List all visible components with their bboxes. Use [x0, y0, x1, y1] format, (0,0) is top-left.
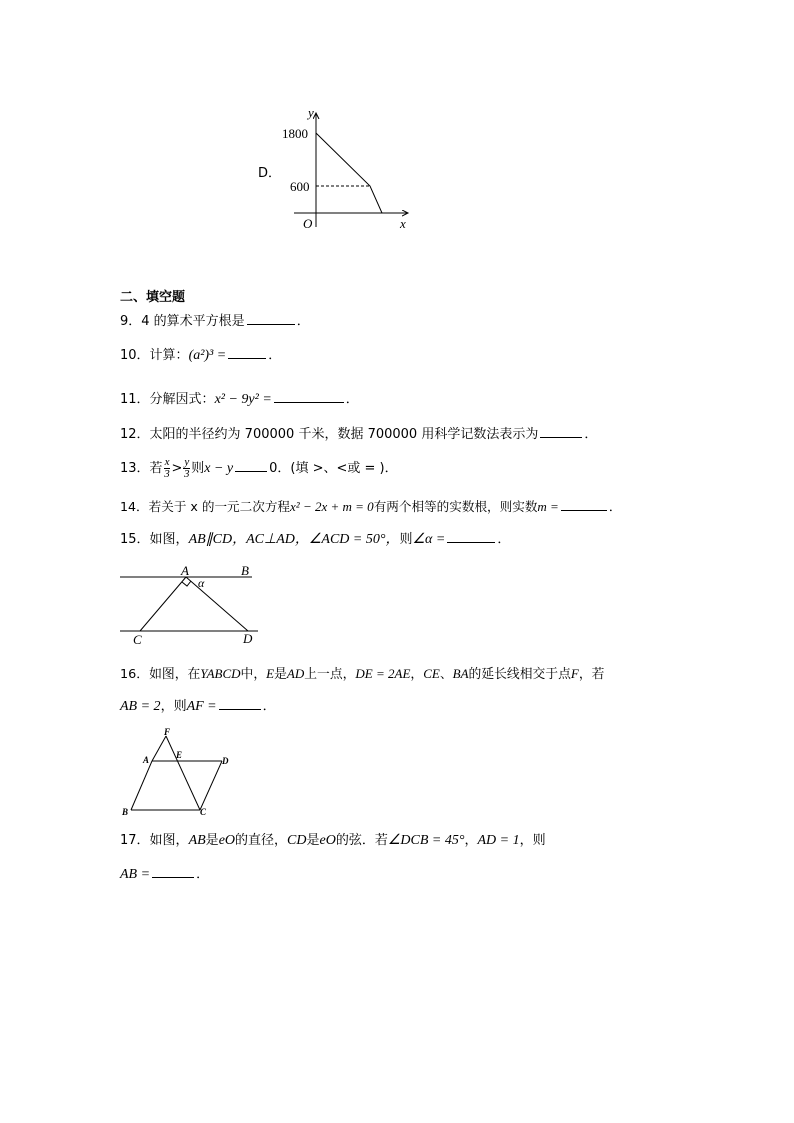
question-17-line2: AB = ．	[120, 867, 210, 882]
answer-blank	[228, 346, 266, 359]
label-F: F	[164, 727, 171, 737]
label-alpha: α	[198, 576, 205, 590]
answer-blank	[274, 390, 344, 403]
figure-15	[116, 562, 266, 646]
fraction-y-3: $\frac{y}{3}$	[184, 456, 190, 480]
graph-line	[316, 133, 382, 213]
question-12: 12．太阳的半径约为 700000 千米，数据 700000 用科学记数法表示为 ．	[120, 427, 598, 442]
fraction-x-3: $\frac{x}{3}$	[164, 456, 170, 480]
label-A: A	[143, 755, 150, 765]
label-D: D	[243, 631, 253, 646]
question-15: 15．如图，AB∥CD，AC⊥AD，∠ACD = 50°，则∠α = ．	[120, 532, 511, 547]
label-C: C	[200, 807, 207, 817]
tick-600: 600	[290, 179, 310, 194]
answer-blank	[247, 312, 295, 325]
answer-blank	[235, 459, 267, 472]
y-axis-label: y	[308, 105, 314, 120]
question-10: 10．计算：(a²)³ = ．	[120, 348, 282, 363]
answer-blank	[152, 865, 194, 878]
origin-label: O	[303, 216, 313, 231]
question-13: 13．若 $\frac{x}{3}$ > $\frac{y}{3}$ 则x − y 0．(填 >、<或 = )．	[120, 456, 398, 480]
question-16: 16．如图，在YABCD中，E是AD上一点，DE = 2AE，CE、BA的延长线相交于点F，若	[120, 666, 605, 682]
label-B: B	[241, 563, 249, 578]
tick-1800: 1800	[282, 126, 308, 141]
option-d-graph	[278, 105, 418, 235]
label-C: C	[133, 632, 142, 646]
label-D: D	[222, 756, 229, 766]
question-14: 14．若关于 x 的一元二次方程x² − 2x + m = 0有两个相等的实数根，则实数m = ．	[120, 499, 622, 514]
answer-blank	[540, 425, 582, 438]
option-d-label: D．	[258, 166, 282, 181]
label-A: A	[181, 563, 189, 578]
question-11: 11．分解因式：x² − 9y² = ．	[120, 392, 359, 407]
question-17: 17．如图，AB是eO的直径，CD是eO的弦．若∠DCB = 45°，AD = 1，则	[120, 833, 546, 848]
x-axis-label: x	[400, 216, 406, 231]
answer-blank	[561, 498, 607, 511]
answer-blank	[219, 697, 261, 710]
answer-blank	[447, 530, 495, 543]
figure-16	[118, 726, 243, 820]
question-16-line2: AB = 2，则AF = ．	[120, 699, 276, 714]
label-E: E	[176, 750, 183, 760]
question-9: 9．4 的算术平方根是 ．	[120, 314, 310, 329]
label-B: B	[122, 807, 129, 817]
section-title: 二、填空题	[120, 290, 186, 305]
